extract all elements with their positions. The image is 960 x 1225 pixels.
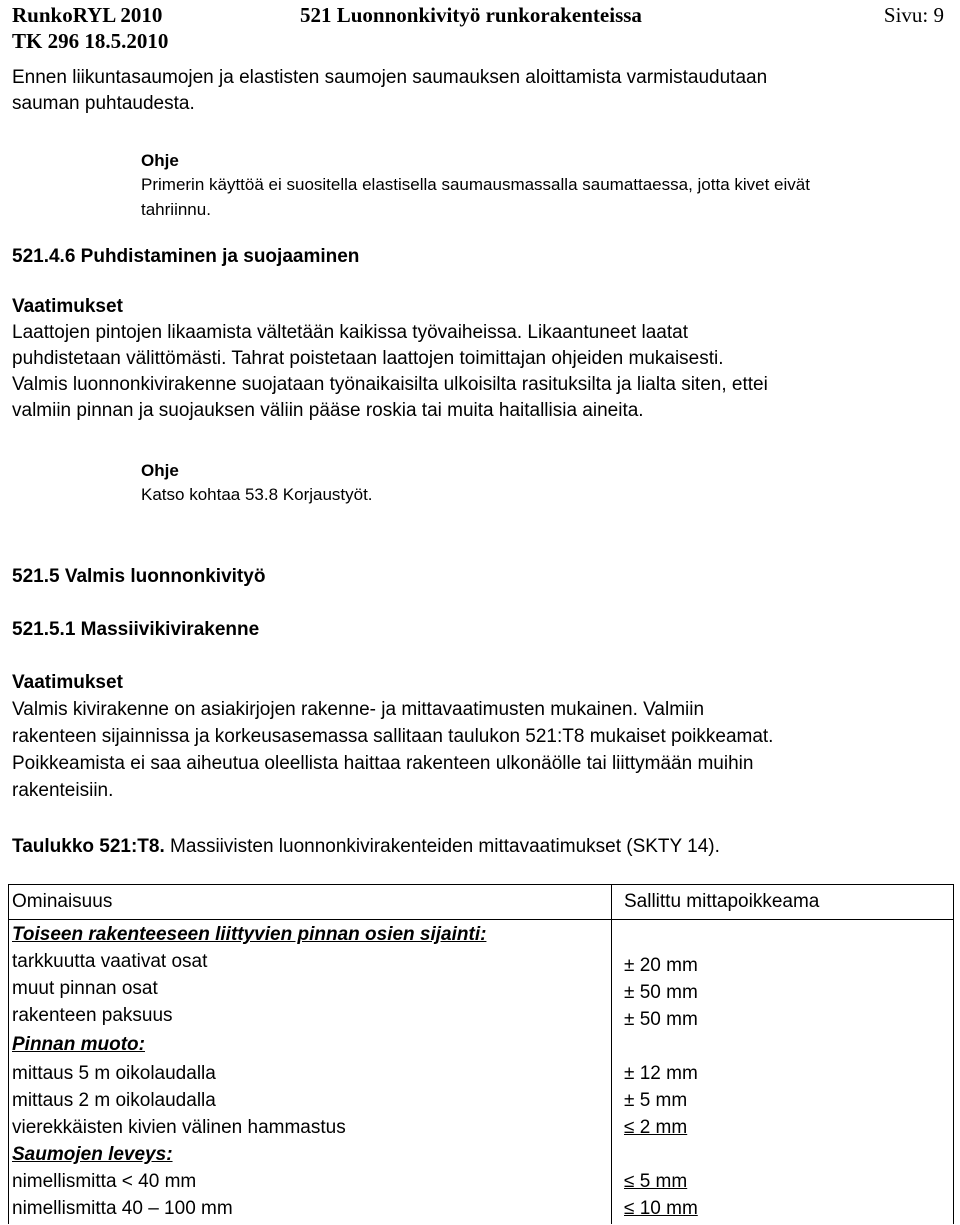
header-title: 521 Luonnonkivityö runkorakenteissa [300, 3, 642, 27]
table-row-label: nimellismitta < 40 mm [12, 1171, 197, 1192]
section-heading-521-4-6: 521.4.6 Puhdistaminen ja suojaaminen [12, 246, 360, 267]
table-header-tolerance: Sallittu mittapoikkeama [624, 891, 820, 912]
table-row-label: mittaus 2 m oikolaudalla [12, 1090, 216, 1111]
header-doc-name: RunkoRYL 2010 [12, 3, 163, 27]
table-row-value: ± 5 mm [624, 1090, 688, 1111]
table-row-label: rakenteen paksuus [12, 1005, 173, 1026]
table-caption [12, 834, 720, 860]
requirements-title: Vaatimukset [12, 296, 123, 317]
table-row-label: nimellismitta 40 – 100 mm [12, 1198, 233, 1219]
table-row-label: muut pinnan osat [12, 978, 158, 999]
table-row-label: tarkkuutta vaativat osat [12, 951, 208, 972]
intro-line-1: Ennen liikuntasaumojen ja elastisten saumojen saumauksen aloittamista varmistaudutaan [12, 67, 768, 88]
ohje-line-2: tahriinnu. [141, 200, 211, 219]
table-row-label: mittaus 5 m oikolaudalla [12, 1063, 216, 1084]
table-caption-text: Massiivisten luonnonkivirakenteiden mittavaatimukset (SKTY 14). [164, 836, 720, 857]
table-header-divider [8, 919, 954, 920]
requirements-line: rakenteisiin. [12, 780, 114, 801]
section-heading-521-5: 521.5 Valmis luonnonkivityö [12, 566, 266, 587]
table-row-value: ± 12 mm [624, 1063, 698, 1084]
requirements-line: Laattojen pintojen likaamista vältetään kaikissa työvaiheissa. Likaantuneet laatat [12, 322, 688, 343]
requirements-line: valmiin pinnan ja suojauksen väliin pääse roskia tai muita haitallisia aineita. [12, 400, 644, 421]
header-tk: TK 296 18.5.2010 [12, 29, 169, 53]
requirements-line: rakenteen sijainnissa ja korkeusasemassa sallitaan taulukon 521:T8 mukaiset poikkeamat. [12, 726, 774, 747]
table-row-value: ± 20 mm [624, 955, 698, 976]
table-row-value: ≤ 5 mm [624, 1171, 688, 1192]
section-heading-521-5-1: 521.5.1 Massiivikivirakenne [12, 619, 260, 640]
table-group-title: Saumojen leveys: [12, 1144, 173, 1165]
table-row-label: vierekkäisten kivien välinen hammastus [12, 1117, 346, 1138]
ohje-line-1: Primerin käyttöä ei suositella elastisella saumausmassalla saumattaessa, jotta kivet eivät [141, 175, 810, 194]
intro-line-2: sauman puhtaudesta. [12, 93, 195, 114]
table-caption-label: Taulukko 521:T8. [12, 836, 165, 857]
table-row-value: ≤ 10 mm [624, 1198, 698, 1219]
requirements-title: Vaatimukset [12, 672, 123, 693]
requirements-line: Valmis kivirakenne on asiakirjojen rakenne- ja mittavaatimusten mukainen. Valmiin [12, 699, 705, 720]
table-group-title: Pinnan muoto: [12, 1034, 145, 1055]
ohje-line-1: Katso kohtaa 53.8 Korjaustyöt. [141, 485, 373, 504]
table-row-value: ≤ 2 mm [624, 1117, 688, 1138]
ohje-title: Ohje [141, 151, 179, 170]
requirements-line: puhdistetaan välittömästi. Tahrat poistetaan laattojen toimittajan ohjeiden mukaisesti. [12, 348, 724, 369]
table-column-divider [611, 884, 612, 1224]
table-row-value: ± 50 mm [624, 982, 698, 1003]
table-group-title: Toiseen rakenteeseen liittyvien pinnan osien sijainti: [12, 924, 487, 945]
requirements-line: Poikkeamista ei saa aiheutua oleellista haittaa rakenteen ulkonäölle tai liittymään muihin [12, 753, 754, 774]
ohje-title: Ohje [141, 461, 179, 480]
table-row-value: ± 50 mm [624, 1009, 698, 1030]
requirements-line: Valmis luonnonkivirakenne suojataan työnaikaisilta ulkoisilta rasituksilta ja lialta siten, ettei [12, 374, 768, 395]
tolerance-table [8, 884, 954, 1224]
header-page-number: Sivu: 9 [883, 3, 944, 27]
table-header-property: Ominaisuus [12, 891, 113, 912]
